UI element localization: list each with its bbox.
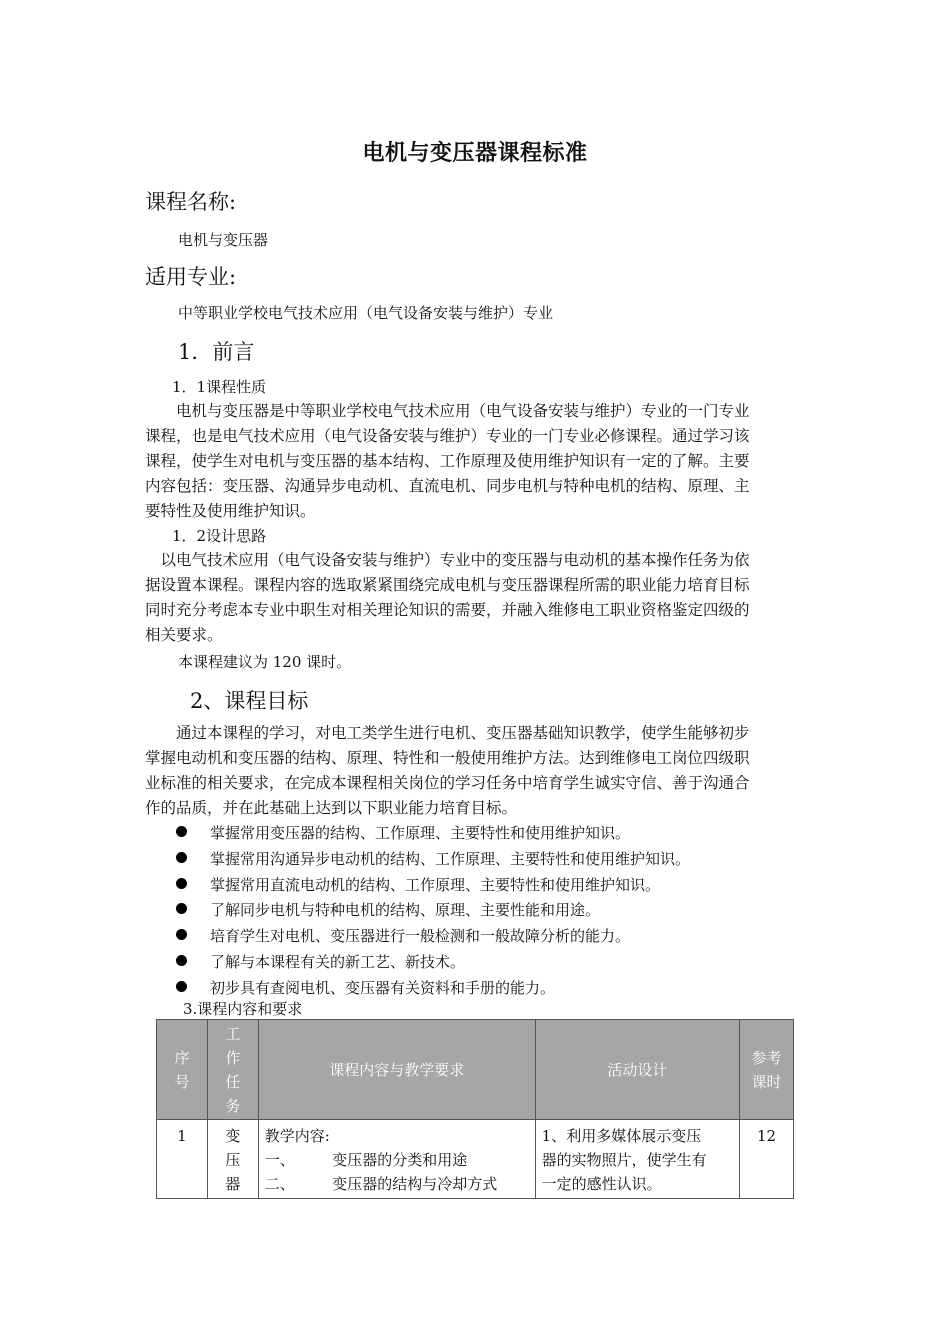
header-hours: 参考 课时: [740, 1020, 794, 1120]
cell-hours: 12: [740, 1120, 794, 1199]
paragraph-line: 要特性及使用维护知识。: [145, 502, 316, 520]
paragraph-line: 作的品质，并在此基础上达到以下职业能力培育目标。: [145, 799, 518, 817]
paragraph-line: 据设置本课程。课程内容的选取紧紧围绕完成电机与变压器课程所需的职业能力培育目标: [145, 576, 750, 594]
course-goal-paragraph: [145, 721, 808, 821]
bullet-icon: [176, 981, 187, 992]
bullet-icon: [176, 903, 187, 914]
major-value: 中等职业学校电气技术应用（电气设备安装与维护）专业: [178, 304, 554, 322]
header-task: 工 作 任 务: [207, 1020, 258, 1120]
cell-task: 变 压 器: [207, 1120, 258, 1199]
paragraph-line: 电机与变压器是中等职业学校电气技术应用（电气设备安装与维护）专业的一门专业: [145, 402, 750, 420]
section1-sub1: 1．1课程性质: [172, 378, 267, 396]
section3-heading: 3.课程内容和要求: [183, 1000, 303, 1018]
paragraph-line: 业标准的相关要求，在完成本课程相关岗位的学习任务中培育学生诚实守信、善于沟通合: [145, 774, 750, 792]
page-title: 电机与变压器课程标准: [362, 140, 588, 166]
paragraph-line: 以电气技术应用（电气设备安装与维护）专业中的变压器与电动机的基本操作任务为依: [145, 551, 750, 569]
header-content: 课程内容与教学要求: [258, 1020, 535, 1120]
cell-seq: 1: [157, 1120, 208, 1199]
paragraph-line: 同时充分考虑本专业中职生对相关理论知识的需要，并融入维修电工职业资格鉴定四级的: [145, 601, 750, 619]
design-idea-paragraph: [145, 548, 808, 648]
hours-note: 本课程建议为 120 课时。: [178, 653, 352, 671]
bullet-icon: [176, 929, 187, 940]
course-nature-paragraph: [145, 399, 808, 524]
cell-content: 教学内容: 一、 变压器的分类和用途 二、 变压器的结构与冷却方式: [258, 1120, 535, 1199]
bullet-icon: [176, 955, 187, 966]
bullet-icon: [176, 852, 187, 863]
section1-sub2: 1．2设计思路: [172, 527, 267, 545]
paragraph-line: 相关要求。: [145, 626, 223, 644]
section1-heading: 1．前言: [178, 340, 255, 364]
paragraph-line: 课程，使学生对电机与变压器的基本结构、工作原理及使用维护知识有一定的了解。主要: [145, 452, 750, 470]
paragraph-line: 通过本课程的学习，对电工类学生进行电机、变压器基础知识教学，使学生能够初步: [145, 724, 750, 742]
course-content-table: [156, 1019, 794, 1199]
cell-activity: 1、利用多媒体展示变压 器的实物照片，使学生有 一定的感性认识。: [535, 1120, 739, 1199]
bullet-icon: [176, 878, 187, 889]
section2-heading: 2、课程目标: [190, 689, 309, 713]
paragraph-line: 内容包括：变压器、沟通异步电动机、直流电机、同步电机与特种电机的结构、原理、主: [145, 477, 750, 495]
table-row: [157, 1120, 794, 1199]
course-name-label: 课程名称:: [145, 190, 237, 214]
header-activity: 活动设计: [535, 1020, 739, 1120]
table-header-row: [157, 1020, 794, 1120]
course-name-value: 电机与变压器: [178, 231, 269, 249]
bullet-icon: [176, 826, 187, 837]
paragraph-line: 课程，也是电气技术应用（电气设备安装与维护）专业的一门专业必修课程。通过学习该: [145, 427, 750, 445]
major-label: 适用专业:: [145, 265, 237, 289]
paragraph-line: 掌握电动机和变压器的结构、原理、特性和一般使用维护方法。达到维修电工岗位四级职: [145, 749, 750, 767]
header-seq: 序 号: [157, 1020, 208, 1120]
